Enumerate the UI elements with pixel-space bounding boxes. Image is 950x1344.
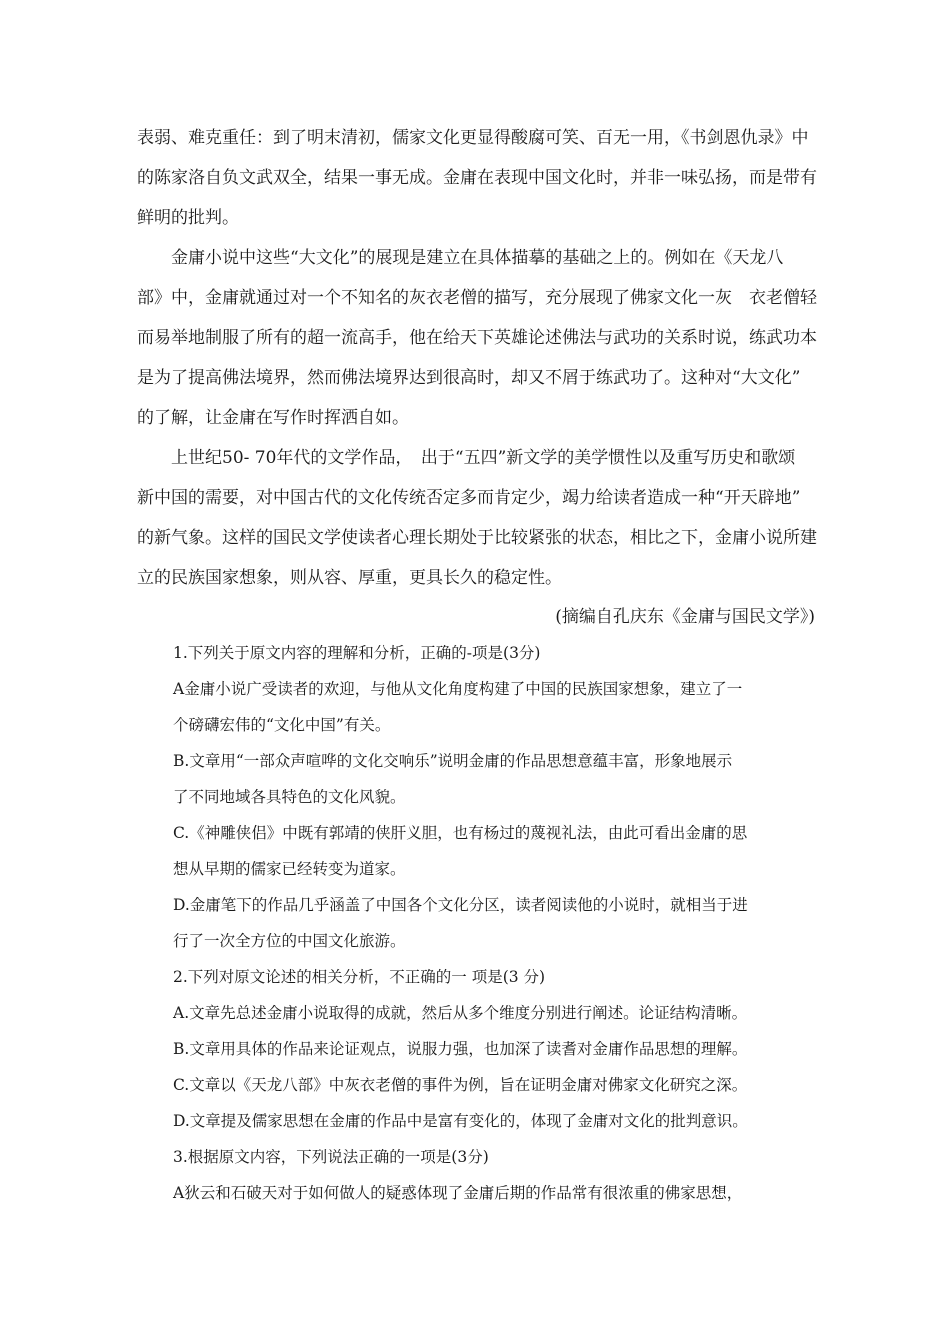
passage-line: 的新气象。这样的国民文学使读者心理长期处于比较紧张的状态，相比之下，金庸小说所建	[137, 528, 817, 548]
passage-line: 是为了提高佛法境界，然而佛法境界达到很高时，却又不屑于练武功了。这种对“大文化”	[137, 368, 801, 388]
question-line: A.文章先总述金庸小说取得的成就，然后从多个维度分别进行阐述。论证结构清晰。	[173, 1004, 748, 1022]
question-line: C.文章以《天龙八部》中灰衣老僧的事件为例，旨在证明金庸对佛家文化研究之深。	[173, 1076, 748, 1094]
question-line: B.文章用具体的作品来论证观点，说服力强，也加深了读耆对金庸作品思想的理解。	[173, 1040, 748, 1058]
passage-line: 上世纪50- 70年代的文学作品， 出于“五四”新文学的美学惯性以及重写历史和歌颂	[137, 448, 796, 468]
question-line: A金庸小说广受读者的欢迎，与他从文化角度构建了中国的民族国家想象，建立了一	[173, 680, 743, 698]
question-line: A狄云和石破天对于如何做人的疑惑体现了金庸后期的作品常有很浓重的佛家思想，	[173, 1184, 743, 1202]
question-line: 了不同地域各具特色的文化风貌。	[173, 788, 406, 806]
question-line: D.金庸笔下的作品几乎涵盖了中国各个文化分区，读者阅读他的小说时，就相当于进	[173, 896, 748, 914]
passage-line: 的了解，让金庸在写作时挥洒自如。	[137, 408, 409, 428]
passage-line: 新中国的需要，对中国古代的文化传统否定多而肯定少，竭力给读者造成一种“开天辟地”	[137, 488, 801, 508]
question-line: B.文章用“一部众声喧哗的文化交响乐”说明金庸的作品思想意蕴丰富，形象地展示	[173, 752, 733, 770]
passage-line: 而易举地制服了所有的超一流高手，他在给天下英雄论述佛法与武功的关系时说，练武功本	[137, 328, 817, 348]
question-line: 3.根据原文内容，下列说法正确的一项是(3分)	[173, 1148, 489, 1166]
question-line: 个磅礴宏伟的“文化中国”有关。	[173, 716, 391, 734]
question-line: 想从早期的儒家已经转变为道家。	[173, 860, 406, 878]
passage-line: 表弱、难克重任：到了明末清初，儒家文化更显得酸腐可笑、百无一用，《书剑恩仇录》中	[137, 128, 809, 148]
question-line: 1.下列关于原文内容的理解和分析，正确的-项是(3分)	[173, 644, 541, 662]
question-line: D.文章提及儒家思想在金庸的作品中是富有变化的，体现了金庸对文化的批判意识。	[173, 1112, 748, 1130]
question-line: C.《神雕侠侣》中既有郭靖的侠肝义胆，也有杨过的蔑视礼法，由此可看出金庸的思	[173, 824, 748, 842]
passage-line: 立的民族国家想象，则从容、厚重，更具长久的稳定性。	[137, 568, 562, 588]
citation: (摘编自孔庆东《金庸与国民文学》)	[555, 607, 815, 627]
passage-line: 的陈家洛自负文武双全，结果一事无成。金庸在表现中国文化时，并非一味弘扬，而是带有	[137, 168, 817, 188]
question-line: 行了一次全方位的中国文化旅游。	[173, 932, 406, 950]
passage-line: 鲜明的批判。	[137, 208, 239, 228]
passage-line: 部》中，金庸就通过对一个不知名的灰衣老僧的描写，充分展现了佛家文化一灰 衣老僧轻	[137, 288, 817, 308]
question-line: 2.下列对原文论述的相关分析，不正确的一 项是(3 分)	[173, 968, 546, 986]
passage-line: 金庸小说中这些“大文化”的展现是建立在具体描摹的基础之上的。例如在《天龙八	[137, 248, 784, 268]
